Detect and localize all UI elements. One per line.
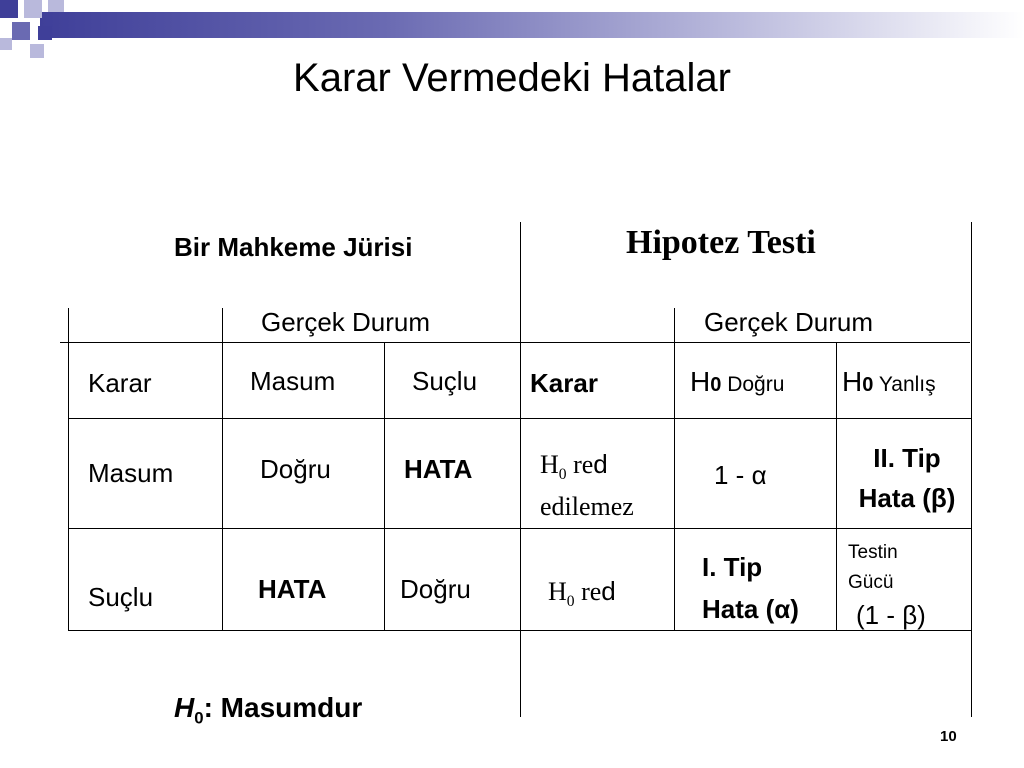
- grid-line: [222, 308, 223, 630]
- type2-line1: II. Tip: [873, 443, 941, 473]
- row-h0-not-rejected: [540, 448, 634, 523]
- grid-line: [60, 342, 970, 343]
- row1-symbol: H: [540, 450, 559, 479]
- row2-re: re: [574, 577, 602, 606]
- grid-line: [68, 418, 971, 419]
- grid-line: [68, 630, 971, 631]
- decor-square: [0, 38, 12, 50]
- row2-subscript: 0: [566, 593, 575, 611]
- slide-title: Karar Vermedeki Hatalar: [293, 56, 731, 100]
- left-row-guilty: Suçlu: [88, 582, 154, 612]
- decor-square: [24, 0, 42, 18]
- cell-guilty-innocent: HATA: [258, 574, 327, 604]
- cell-test-power: [848, 538, 898, 598]
- decor-square: [12, 22, 30, 40]
- grid-line: [68, 528, 971, 529]
- col-h0-true-symbol: H: [690, 366, 711, 397]
- cell-type2-error: [842, 438, 972, 518]
- power-line2: Gücü: [848, 572, 894, 593]
- left-table-heading: Bir Mahkeme Jürisi: [174, 232, 413, 262]
- col-h0-false: [842, 366, 936, 398]
- col-h0-false-symbol: H: [842, 366, 863, 397]
- row2-symbol: H: [548, 577, 567, 606]
- right-truth-header: Gerçek Durum: [704, 307, 874, 337]
- hypothesis-symbol: H: [174, 692, 195, 723]
- left-truth-header: Gerçek Durum: [261, 307, 431, 337]
- decor-square: [38, 26, 52, 40]
- cell-confidence: 1 - α: [714, 460, 767, 490]
- type1-line2: Hata (α): [702, 594, 799, 624]
- col-h0-false-text: Yanlış: [873, 373, 936, 396]
- left-row-innocent: Masum: [88, 458, 174, 488]
- right-decision-label: Karar: [530, 368, 598, 398]
- grid-line: [674, 308, 675, 630]
- cell-type1-error: [702, 546, 799, 630]
- col-h0-true-subscript: 0: [710, 374, 722, 396]
- grid-line: [68, 308, 69, 630]
- row1-re: re: [566, 450, 594, 479]
- row1-subscript: 0: [558, 466, 567, 484]
- hypothesis-statement: [174, 692, 362, 729]
- decor-square: [48, 0, 64, 12]
- right-table-heading: Hipotez Testi: [626, 224, 816, 261]
- col-h0-true: [690, 366, 784, 398]
- row2-d: d: [601, 576, 616, 606]
- row-h0-rejected: [548, 576, 616, 611]
- col-h0-false-subscript: 0: [862, 374, 874, 396]
- type2-line2: Hata (β): [858, 483, 956, 513]
- left-col-innocent: Masum: [250, 366, 336, 396]
- decor-square: [0, 0, 18, 18]
- page-number: 10: [940, 728, 957, 745]
- left-col-guilty: Suçlu: [412, 366, 478, 396]
- col-h0-true-text: Doğru: [721, 373, 785, 396]
- cell-innocent-guilty: HATA: [404, 454, 473, 484]
- cell-guilty-guilty: Doğru: [400, 574, 471, 604]
- grid-line: [384, 343, 385, 630]
- row1-line2: edilemez: [540, 492, 634, 522]
- grid-line: [836, 343, 837, 630]
- hypothesis-subscript: 0: [194, 708, 204, 728]
- hypothesis-text: : Masumdur: [203, 692, 363, 723]
- power-formula: (1 - β): [856, 600, 926, 630]
- row1-d: d: [593, 449, 608, 479]
- power-line1: Testin: [848, 542, 898, 563]
- left-decision-label: Karar: [88, 368, 152, 398]
- divider-line: [520, 222, 521, 717]
- cell-innocent-innocent: Doğru: [260, 454, 331, 484]
- type1-line1: I. Tip: [702, 552, 763, 582]
- header-gradient-band: [40, 12, 1024, 38]
